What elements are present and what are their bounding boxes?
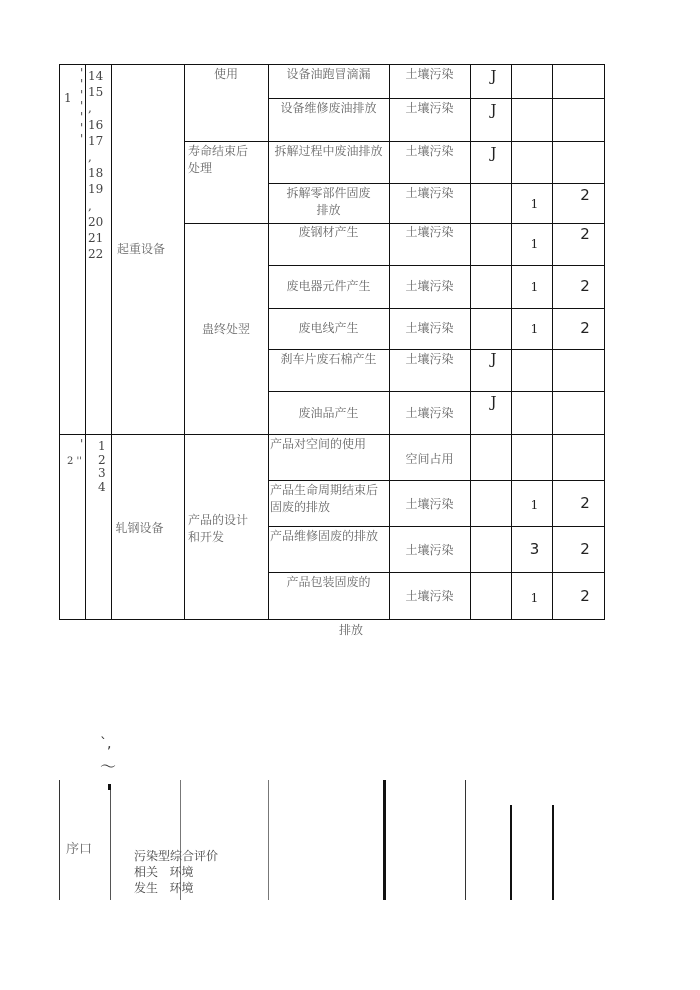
group2-index-mark: 2 '' [67,456,83,467]
table-row: 拆解过程中废油排放 [274,144,383,158]
check-mark: J [490,393,497,411]
impact-cell: 土壤污染 [405,497,454,511]
group1-index-mark: 1 [64,91,72,105]
stray-mark: `, [100,736,112,752]
table-row: 设备维修废油排放 [280,101,377,115]
score-cell: 2 [580,186,590,204]
score-cell: 2 [580,225,590,243]
impact-cell: 土壤污染 [405,589,454,603]
group2-numbers: 1 2 3 4 [98,439,106,494]
group1-index-ticks: ' ' ' ' ' ' ' [80,66,84,146]
impact-cell: 土壤污染 [405,543,454,557]
impact-cell: 土壤污染 [405,321,454,335]
table-row: 产品对空间的使用 [270,437,367,451]
table-row: 废钢材产生 [298,225,359,239]
group2-equipment: 轧钢设备 [115,521,164,535]
table-row: 产品维修固废的排放 [270,529,379,543]
impact-cell: 土壤污染 [405,186,454,200]
score-cell: 2 [580,587,590,605]
score-cell: 2 [580,277,590,295]
seq-label: 序口 [66,842,93,857]
score-cell: 1 [530,197,539,211]
check-mark: J [490,350,497,368]
score-cell: 2 [580,540,590,558]
table-row: 刹车片废石棉产生 [280,352,377,366]
table-row: 产品包装固废的 [286,575,371,589]
score-cell: 2 [580,319,590,337]
group2-stage-design: 产品的设计 和开发 [188,513,249,544]
impact-cell: 土壤污染 [405,352,454,366]
score-cell: 1 [530,322,539,336]
group1-numbers: 14 15 , 16 17 , 18 19 , 20 21 22 [88,69,104,262]
score-cell: 1 [530,280,539,294]
group1-stage-use: 使用 [213,67,238,81]
group2-index-ticks: ' [80,437,84,451]
table-row: 设备油跑冒滴漏 [286,67,371,81]
table-row: 废油品产生 [298,406,359,420]
check-mark: J [490,144,497,162]
score-cell: 1 [530,237,539,251]
score-cell: 3 [529,540,540,558]
score-cell: 2 [580,494,590,512]
impact-cell: 土壤污染 [405,225,454,239]
group1-equipment: 起重设备 [116,242,165,256]
score-cell: 1 [530,498,539,512]
table-row: 废电线产生 [298,321,359,335]
table-row: 拆解零部件固废 排放 [286,186,371,217]
group1-stage-final-disposal: 蛊终处翌 [201,322,250,336]
header-line: 发生 环境 [134,881,194,895]
impact-cell: 土壤污染 [405,67,454,81]
check-mark: J [490,67,497,85]
stray-mark: ～ [100,757,117,776]
table-row: 产品生命周期结束后 固废的排放 [270,483,379,514]
impact-cell: 土壤污染 [405,406,454,420]
group1-stage-end-of-life: 寿命结束后 处理 [188,144,249,175]
impact-cell: 土壤污染 [405,101,454,115]
header-line: 污染型综合评价 [134,849,219,863]
impact-cell: 空间占用 [405,452,454,466]
check-mark: J [490,101,497,119]
header-line: 相关 环境 [134,865,194,879]
table-row: 废电器元件产生 [286,279,371,293]
overflow-text: 排放 [338,623,363,637]
impact-cell: 土壤污染 [405,279,454,293]
score-cell: 1 [530,591,539,605]
impact-cell: 土壤污染 [405,144,454,158]
